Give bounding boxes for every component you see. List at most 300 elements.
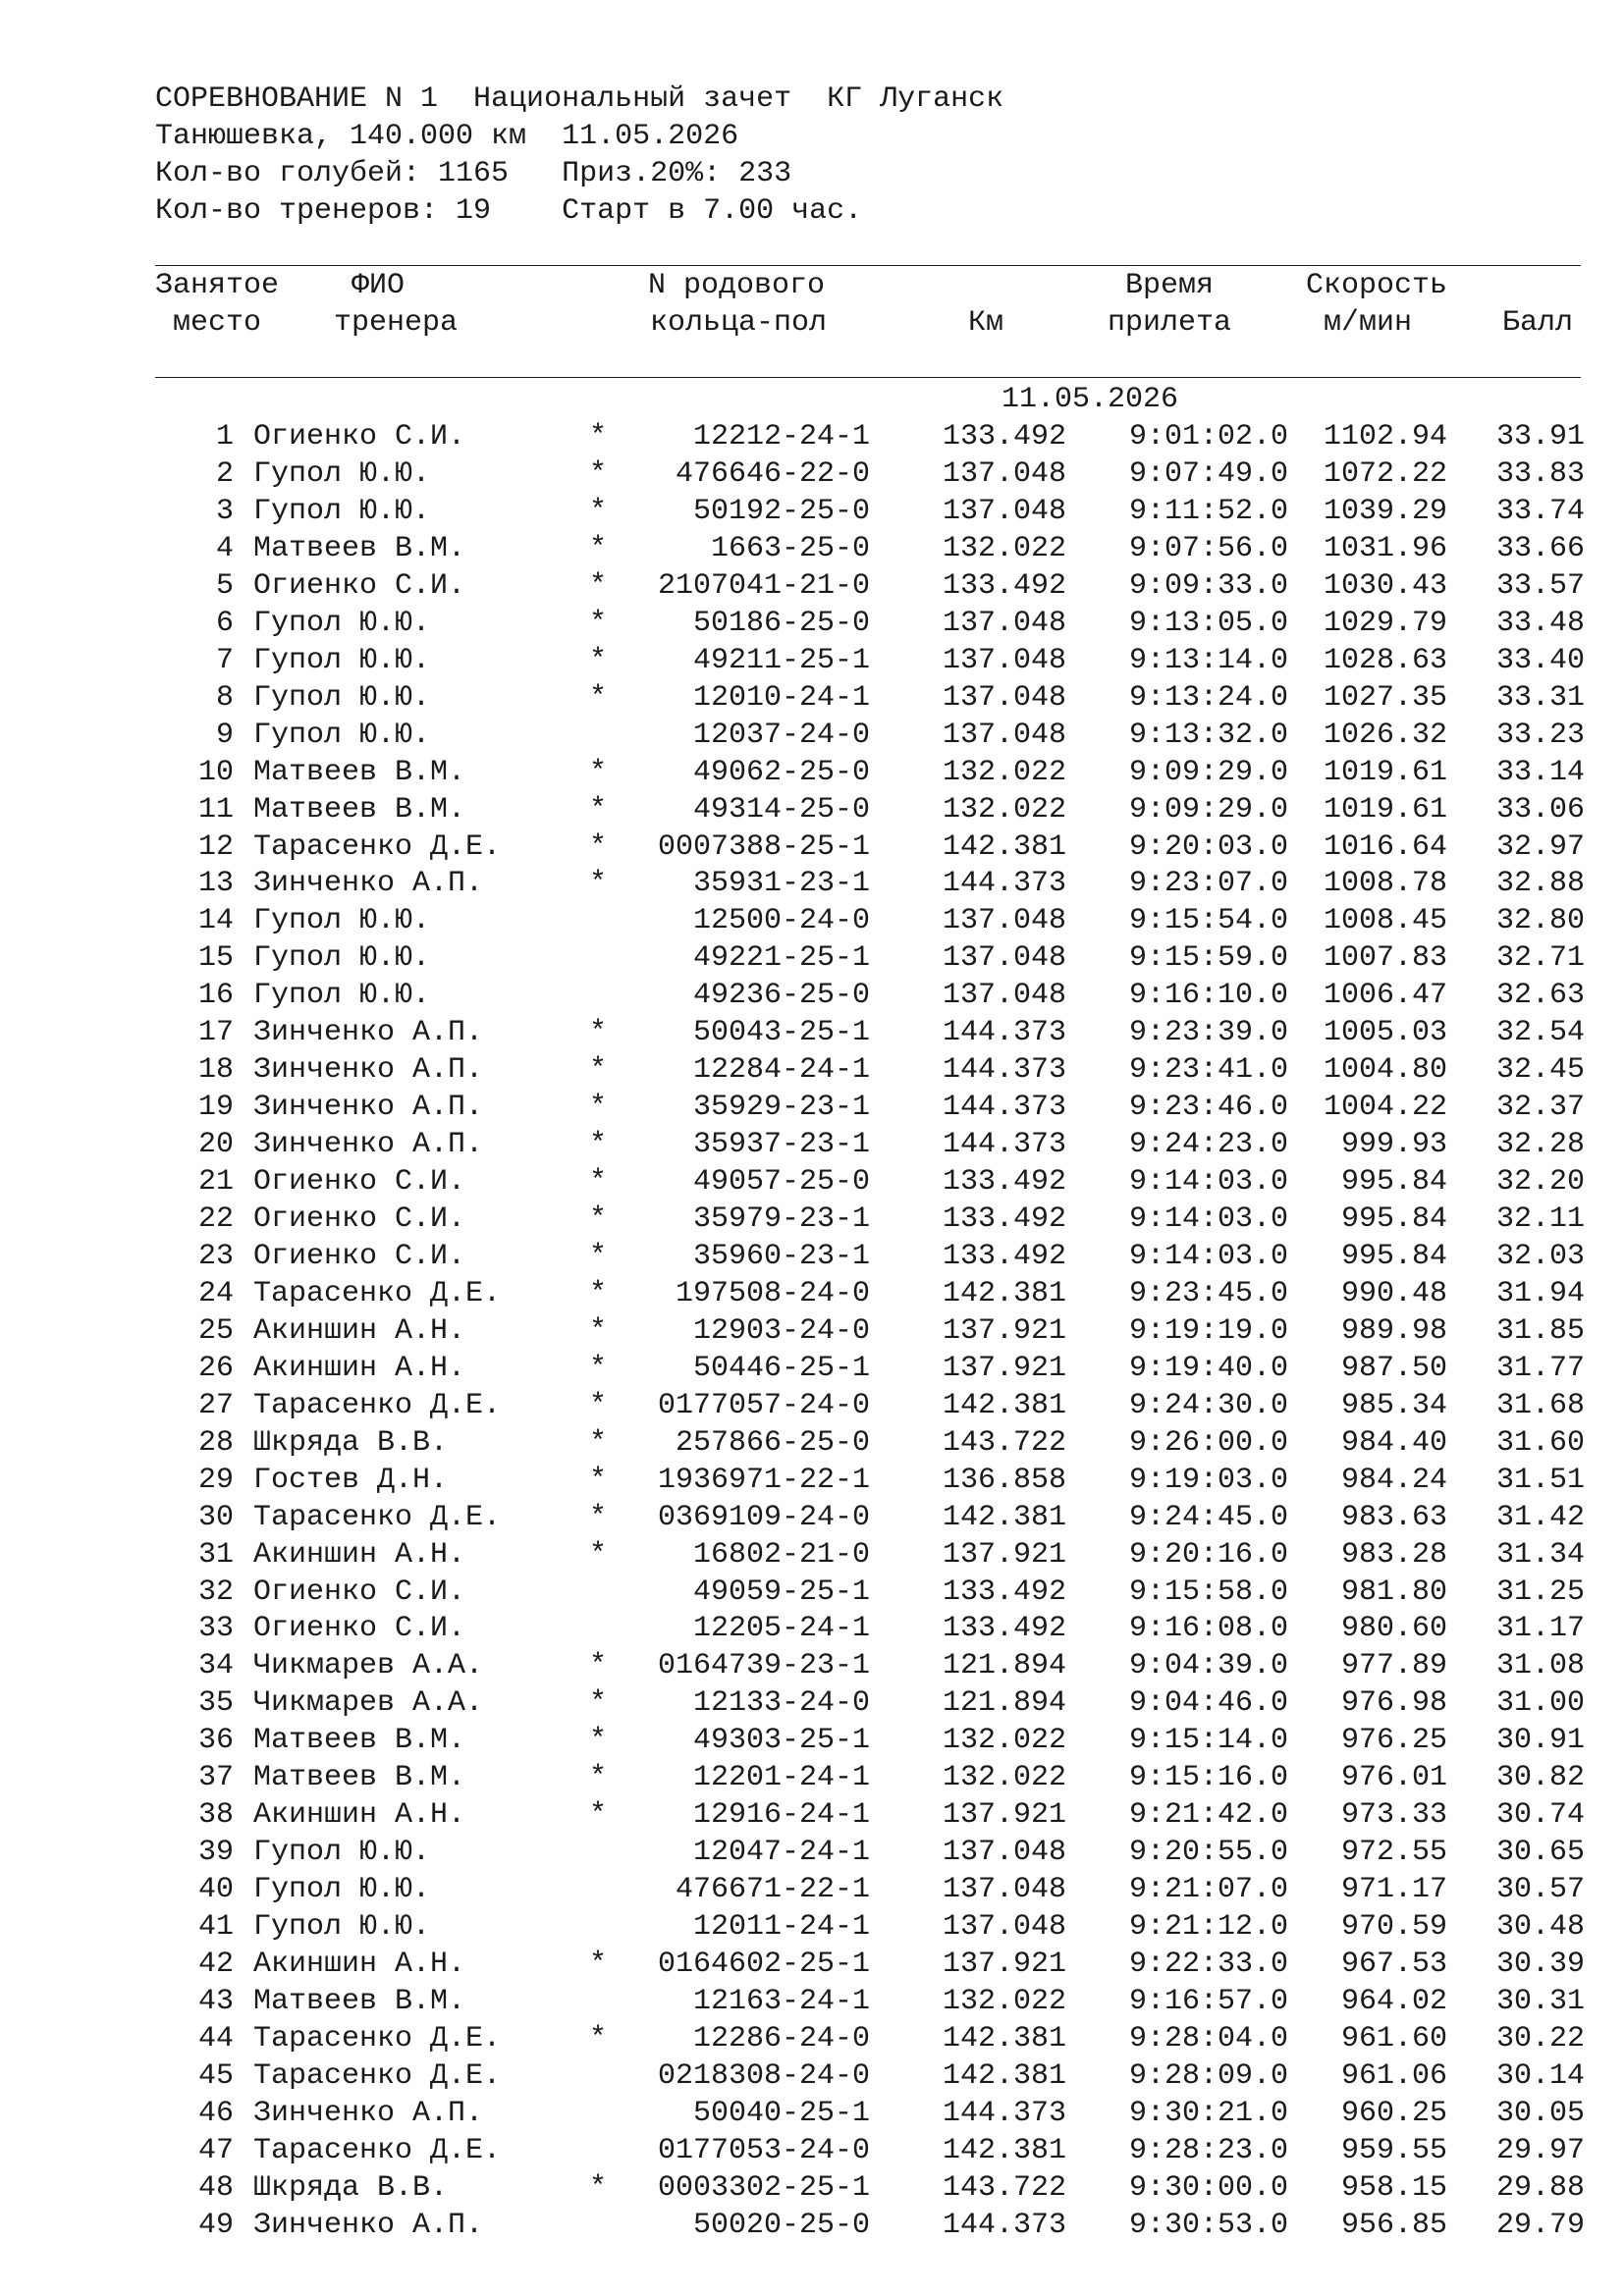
distance-cell: 144.373	[942, 1016, 1066, 1050]
speed-cell: 973.33	[1340, 1798, 1447, 1833]
speed-cell: 976.98	[1340, 1686, 1447, 1721]
speed-cell: 1019.61	[1323, 792, 1447, 827]
flag-star-cell: *	[589, 1798, 608, 1833]
speed-cell: 984.24	[1340, 1463, 1447, 1497]
ring-number-cell: 16802-21-0	[692, 1537, 870, 1572]
flag-star-cell: *	[589, 1724, 608, 1758]
flag-star-cell: *	[589, 1761, 608, 1795]
score-cell: 30.14	[1495, 2058, 1585, 2093]
score-cell: 32.28	[1495, 1128, 1585, 1162]
place-cell: 4	[215, 531, 234, 565]
trainer-name-cell: Гупол Ю.Ю.	[253, 606, 431, 640]
ring-number-cell: 12212-24-1	[692, 420, 870, 454]
speed-cell: 972.55	[1340, 1836, 1447, 1870]
place-cell: 24	[197, 1276, 234, 1310]
trainer-name-cell: Зинченко А.П.	[253, 1091, 484, 1125]
trainer-name-cell: Тарасенко Д.Е.	[253, 1500, 502, 1534]
place-cell: 9	[215, 718, 234, 752]
distance-cell: 143.722	[942, 1425, 1066, 1460]
place-cell: 12	[197, 829, 234, 864]
arrival-time-cell: 9:24:30.0	[1128, 1388, 1288, 1422]
col-header-ring-sub: кольца-пол	[650, 306, 828, 340]
score-cell: 33.83	[1495, 456, 1585, 491]
flag-star-cell: *	[589, 1500, 608, 1534]
score-cell: 31.94	[1495, 1276, 1585, 1310]
score-cell: 30.82	[1495, 1761, 1585, 1795]
place-cell: 6	[215, 606, 234, 640]
speed-cell: 989.98	[1340, 1313, 1447, 1348]
arrival-time-cell: 9:09:33.0	[1128, 568, 1288, 603]
distance-cell: 132.022	[942, 1761, 1066, 1795]
speed-cell: 1004.22	[1323, 1091, 1447, 1125]
place-cell: 22	[197, 1202, 234, 1236]
ring-number-cell: 476646-22-0	[675, 456, 870, 491]
score-cell: 33.06	[1495, 792, 1585, 827]
score-cell: 31.77	[1495, 1351, 1585, 1385]
score-cell: 31.34	[1495, 1537, 1585, 1572]
speed-cell: 977.89	[1340, 1649, 1447, 1683]
speed-cell: 959.55	[1340, 2133, 1447, 2167]
score-cell: 30.48	[1495, 1910, 1585, 1944]
speed-cell: 1019.61	[1323, 755, 1447, 789]
speed-cell: 1102.94	[1323, 420, 1447, 454]
date-row: 11.05.2026	[1001, 383, 1179, 416]
arrival-time-cell: 9:14:03.0	[1128, 1239, 1288, 1273]
distance-cell: 137.921	[942, 1313, 1066, 1348]
trainer-name-cell: Матвеев В.М.	[253, 792, 466, 827]
trainer-name-cell: Шкряда В.В.	[253, 2170, 449, 2205]
trainer-name-cell: Гупол Ю.Ю.	[253, 1873, 431, 1907]
flag-star-cell: *	[589, 531, 608, 565]
trainer-name-cell: Гупол Ю.Ю.	[253, 456, 431, 491]
score-cell: 32.71	[1495, 941, 1585, 976]
trainer-name-cell: Тарасенко Д.Е.	[253, 1276, 502, 1310]
distance-cell: 144.373	[942, 2208, 1066, 2242]
trainer-name-cell: Акиншин А.Н.	[253, 1948, 466, 1981]
arrival-time-cell: 9:14:03.0	[1128, 1202, 1288, 1236]
place-cell: 40	[197, 1873, 234, 1907]
ring-number-cell: 0003302-25-1	[657, 2170, 870, 2205]
distance-cell: 121.894	[942, 1686, 1066, 1721]
col-header-speed-sub: м/мин	[1324, 306, 1413, 340]
speed-cell: 1016.64	[1323, 829, 1447, 864]
distance-cell: 137.048	[942, 979, 1066, 1013]
col-header-place: Занятое	[155, 269, 280, 302]
place-cell: 34	[197, 1649, 234, 1683]
place-cell: 42	[197, 1948, 234, 1981]
distance-cell: 133.492	[942, 1202, 1066, 1236]
header-line-trainers: Кол-во тренеров: 19 Старт в 7.00 час.	[155, 194, 863, 228]
ring-number-cell: 12037-24-0	[692, 718, 870, 752]
arrival-time-cell: 9:23:46.0	[1128, 1091, 1288, 1125]
score-cell: 32.54	[1495, 1016, 1585, 1050]
distance-cell: 144.373	[942, 2096, 1066, 2130]
ring-number-cell: 12133-24-0	[692, 1686, 870, 1721]
col-header-name-sub: тренера	[334, 306, 459, 340]
distance-cell: 144.373	[942, 1128, 1066, 1162]
ring-number-cell: 35931-23-1	[692, 867, 870, 901]
distance-cell: 144.373	[942, 867, 1066, 901]
flag-star-cell: *	[589, 1239, 608, 1273]
flag-star-cell: *	[589, 1202, 608, 1236]
trainer-name-cell: Огиенко С.И.	[253, 420, 466, 454]
arrival-time-cell: 9:11:52.0	[1128, 494, 1288, 528]
score-cell: 31.17	[1495, 1612, 1585, 1646]
top-rule	[155, 265, 1581, 266]
arrival-time-cell: 9:15:59.0	[1128, 941, 1288, 976]
distance-cell: 142.381	[942, 1276, 1066, 1310]
trainer-name-cell: Гупол Ю.Ю.	[253, 941, 431, 976]
flag-star-cell: *	[589, 1276, 608, 1310]
flag-star-cell: *	[589, 1686, 608, 1721]
arrival-time-cell: 9:30:21.0	[1128, 2096, 1288, 2130]
score-cell: 29.79	[1495, 2208, 1585, 2242]
ring-number-cell: 12201-24-1	[692, 1761, 870, 1795]
score-cell: 31.42	[1495, 1500, 1585, 1534]
place-cell: 47	[197, 2133, 234, 2167]
place-cell: 29	[197, 1463, 234, 1497]
distance-cell: 137.048	[942, 1873, 1066, 1907]
place-cell: 32	[197, 1575, 234, 1609]
ring-number-cell: 35979-23-1	[692, 1202, 870, 1236]
flag-star-cell: *	[589, 1165, 608, 1199]
distance-cell: 137.048	[942, 680, 1066, 715]
arrival-time-cell: 9:28:04.0	[1128, 2021, 1288, 2056]
score-cell: 33.74	[1495, 494, 1585, 528]
trainer-name-cell: Гупол Ю.Ю.	[253, 1836, 431, 1870]
flag-star-cell: *	[589, 2021, 608, 2056]
trainer-name-cell: Матвеев В.М.	[253, 1724, 466, 1758]
arrival-time-cell: 9:04:46.0	[1128, 1686, 1288, 1721]
trainer-name-cell: Зинченко А.П.	[253, 1128, 484, 1162]
place-cell: 36	[197, 1724, 234, 1758]
header-line-competition: СОРЕВНОВАНИЕ N 1 Национальный зачет КГ Луганск	[155, 82, 1004, 116]
col-header-ring: N родового	[648, 269, 826, 302]
trainer-name-cell: Шкряда В.В.	[253, 1425, 449, 1460]
distance-cell: 137.048	[942, 456, 1066, 491]
distance-cell: 137.048	[942, 643, 1066, 677]
trainer-name-cell: Гостев Д.Н.	[253, 1463, 449, 1497]
place-cell: 30	[197, 1500, 234, 1534]
flag-star-cell: *	[589, 420, 608, 454]
speed-cell: 1028.63	[1323, 643, 1447, 677]
flag-star-cell: *	[589, 1313, 608, 1348]
place-cell: 2	[215, 456, 234, 491]
score-cell: 32.11	[1495, 1202, 1585, 1236]
ring-number-cell: 0177053-24-0	[657, 2133, 870, 2167]
distance-cell: 142.381	[942, 2021, 1066, 2056]
place-cell: 33	[197, 1612, 234, 1646]
trainer-name-cell: Гупол Ю.Ю.	[253, 643, 431, 677]
trainer-name-cell: Гупол Ю.Ю.	[253, 1910, 431, 1944]
ring-number-cell: 257866-25-0	[675, 1425, 870, 1460]
flag-star-cell: *	[589, 680, 608, 715]
header-line-birds: Кол-во голубей: 1165 Приз.20%: 233	[155, 157, 792, 190]
place-cell: 19	[197, 1091, 234, 1125]
speed-cell: 995.84	[1340, 1239, 1447, 1273]
ring-number-cell: 49211-25-1	[692, 643, 870, 677]
trainer-name-cell: Тарасенко Д.Е.	[253, 2021, 502, 2056]
score-cell: 31.60	[1495, 1425, 1585, 1460]
distance-cell: 133.492	[942, 420, 1066, 454]
arrival-time-cell: 9:01:02.0	[1128, 420, 1288, 454]
place-cell: 25	[197, 1313, 234, 1348]
place-cell: 31	[197, 1537, 234, 1572]
flag-star-cell: *	[589, 1016, 608, 1050]
arrival-time-cell: 9:23:07.0	[1128, 867, 1288, 901]
ring-number-cell: 0164739-23-1	[657, 1649, 870, 1683]
trainer-name-cell: Огиенко С.И.	[253, 1239, 466, 1273]
place-cell: 41	[197, 1910, 234, 1944]
ring-number-cell: 0369109-24-0	[657, 1500, 870, 1534]
ring-number-cell: 0164602-25-1	[657, 1948, 870, 1981]
place-cell: 37	[197, 1761, 234, 1795]
trainer-name-cell: Матвеев В.М.	[253, 1984, 466, 2018]
trainer-name-cell: Зинченко А.П.	[253, 2208, 484, 2242]
arrival-time-cell: 9:28:09.0	[1128, 2058, 1288, 2093]
speed-cell: 1005.03	[1323, 1016, 1447, 1050]
distance-cell: 137.921	[942, 1798, 1066, 1833]
speed-cell: 981.80	[1340, 1575, 1447, 1609]
place-cell: 16	[197, 979, 234, 1013]
score-cell: 31.00	[1495, 1686, 1585, 1721]
ring-number-cell: 2107041-21-0	[657, 568, 870, 603]
place-cell: 8	[215, 680, 234, 715]
speed-cell: 1008.78	[1323, 867, 1447, 901]
distance-cell: 137.048	[942, 904, 1066, 938]
score-cell: 33.57	[1495, 568, 1585, 603]
arrival-time-cell: 9:09:29.0	[1128, 792, 1288, 827]
speed-cell: 1026.32	[1323, 718, 1447, 752]
trainer-name-cell: Тарасенко Д.Е.	[253, 1388, 502, 1422]
score-cell: 32.97	[1495, 829, 1585, 864]
trainer-name-cell: Акиншин А.Н.	[253, 1798, 466, 1833]
trainer-name-cell: Огиенко С.И.	[253, 1612, 466, 1646]
ring-number-cell: 1663-25-0	[710, 531, 870, 565]
flag-star-cell: *	[589, 606, 608, 640]
speed-cell: 976.01	[1340, 1761, 1447, 1795]
ring-number-cell: 12047-24-1	[692, 1836, 870, 1870]
ring-number-cell: 12284-24-1	[692, 1053, 870, 1088]
distance-cell: 137.921	[942, 1351, 1066, 1385]
arrival-time-cell: 9:13:05.0	[1128, 606, 1288, 640]
arrival-time-cell: 9:09:29.0	[1128, 755, 1288, 789]
header-rule	[155, 377, 1581, 378]
speed-cell: 983.63	[1340, 1500, 1447, 1534]
score-cell: 33.48	[1495, 606, 1585, 640]
distance-cell: 136.858	[942, 1463, 1066, 1497]
ring-number-cell: 49057-25-0	[692, 1165, 870, 1199]
ring-number-cell: 50040-25-1	[692, 2096, 870, 2130]
score-cell: 32.88	[1495, 867, 1585, 901]
ring-number-cell: 35929-23-1	[692, 1091, 870, 1125]
speed-cell: 990.48	[1340, 1276, 1447, 1310]
arrival-time-cell: 9:13:32.0	[1128, 718, 1288, 752]
trainer-name-cell: Гупол Ю.Ю.	[253, 979, 431, 1013]
arrival-time-cell: 9:15:16.0	[1128, 1761, 1288, 1795]
trainer-name-cell: Матвеев В.М.	[253, 531, 466, 565]
place-cell: 49	[197, 2208, 234, 2242]
arrival-time-cell: 9:15:58.0	[1128, 1575, 1288, 1609]
ring-number-cell: 50192-25-0	[692, 494, 870, 528]
ring-number-cell: 12205-24-1	[692, 1612, 870, 1646]
speed-cell: 987.50	[1340, 1351, 1447, 1385]
ring-number-cell: 12500-24-0	[692, 904, 870, 938]
ring-number-cell: 49062-25-0	[692, 755, 870, 789]
trainer-name-cell: Зинченко А.П.	[253, 1053, 484, 1088]
ring-number-cell: 1936971-22-1	[657, 1463, 870, 1497]
speed-cell: 971.17	[1340, 1873, 1447, 1907]
ring-number-cell: 476671-22-1	[675, 1873, 870, 1907]
place-cell: 21	[197, 1165, 234, 1199]
distance-cell: 137.921	[942, 1537, 1066, 1572]
place-cell: 27	[197, 1388, 234, 1422]
flag-star-cell: *	[589, 1537, 608, 1572]
trainer-name-cell: Чикмарев А.А.	[253, 1686, 484, 1721]
score-cell: 29.88	[1495, 2170, 1585, 2205]
arrival-time-cell: 9:19:03.0	[1128, 1463, 1288, 1497]
distance-cell: 132.022	[942, 792, 1066, 827]
arrival-time-cell: 9:23:39.0	[1128, 1016, 1288, 1050]
place-cell: 46	[197, 2096, 234, 2130]
speed-cell: 958.15	[1340, 2170, 1447, 2205]
speed-cell: 1004.80	[1323, 1053, 1447, 1088]
place-cell: 45	[197, 2058, 234, 2093]
distance-cell: 137.048	[942, 941, 1066, 976]
arrival-time-cell: 9:16:10.0	[1128, 979, 1288, 1013]
speed-cell: 1039.29	[1323, 494, 1447, 528]
speed-cell: 995.84	[1340, 1202, 1447, 1236]
distance-cell: 121.894	[942, 1649, 1066, 1683]
trainer-name-cell: Гупол Ю.Ю.	[253, 718, 431, 752]
speed-cell: 983.28	[1340, 1537, 1447, 1572]
ring-number-cell: 35937-23-1	[692, 1128, 870, 1162]
arrival-time-cell: 9:13:14.0	[1128, 643, 1288, 677]
flag-star-cell: *	[589, 867, 608, 901]
place-cell: 20	[197, 1128, 234, 1162]
trainer-name-cell: Огиенко С.И.	[253, 1165, 466, 1199]
score-cell: 33.40	[1495, 643, 1585, 677]
arrival-time-cell: 9:15:54.0	[1128, 904, 1288, 938]
speed-cell: 999.93	[1340, 1128, 1447, 1162]
place-cell: 44	[197, 2021, 234, 2056]
arrival-time-cell: 9:20:03.0	[1128, 829, 1288, 864]
distance-cell: 142.381	[942, 1388, 1066, 1422]
arrival-time-cell: 9:19:19.0	[1128, 1313, 1288, 1348]
arrival-time-cell: 9:21:12.0	[1128, 1910, 1288, 1944]
place-cell: 17	[197, 1016, 234, 1050]
place-cell: 38	[197, 1798, 234, 1833]
score-cell: 31.68	[1495, 1388, 1585, 1422]
arrival-time-cell: 9:14:03.0	[1128, 1165, 1288, 1199]
arrival-time-cell: 9:21:07.0	[1128, 1873, 1288, 1907]
arrival-time-cell: 9:20:16.0	[1128, 1537, 1288, 1572]
speed-cell: 1029.79	[1323, 606, 1447, 640]
score-cell: 33.91	[1495, 420, 1585, 454]
place-cell: 10	[197, 755, 234, 789]
trainer-name-cell: Гупол Ю.Ю.	[253, 494, 431, 528]
col-header-time-sub: прилета	[1108, 306, 1232, 340]
trainer-name-cell: Зинченко А.П.	[253, 1016, 484, 1050]
score-cell: 33.14	[1495, 755, 1585, 789]
arrival-time-cell: 9:28:23.0	[1128, 2133, 1288, 2167]
ring-number-cell: 12903-24-0	[692, 1313, 870, 1348]
distance-cell: 133.492	[942, 1612, 1066, 1646]
speed-cell: 1031.96	[1323, 531, 1447, 565]
speed-cell: 956.85	[1340, 2208, 1447, 2242]
ring-number-cell: 49221-25-1	[692, 941, 870, 976]
header-line-release: Танюшевка, 140.000 км 11.05.2026	[155, 120, 739, 153]
trainer-name-cell: Матвеев В.М.	[253, 1761, 466, 1795]
distance-cell: 137.048	[942, 606, 1066, 640]
ring-number-cell: 0007388-25-1	[657, 829, 870, 864]
distance-cell: 133.492	[942, 1575, 1066, 1609]
flag-star-cell: *	[589, 1351, 608, 1385]
score-cell: 33.23	[1495, 718, 1585, 752]
distance-cell: 137.048	[942, 494, 1066, 528]
arrival-time-cell: 9:07:56.0	[1128, 531, 1288, 565]
col-header-place-sub: место	[173, 306, 262, 340]
trainer-name-cell: Акиншин А.Н.	[253, 1351, 466, 1385]
arrival-time-cell: 9:20:55.0	[1128, 1836, 1288, 1870]
trainer-name-cell: Зинченко А.П.	[253, 867, 484, 901]
arrival-time-cell: 9:30:00.0	[1128, 2170, 1288, 2205]
flag-star-cell: *	[589, 1463, 608, 1497]
trainer-name-cell: Огиенко С.И.	[253, 1202, 466, 1236]
place-cell: 39	[197, 1836, 234, 1870]
flag-star-cell: *	[589, 494, 608, 528]
flag-star-cell: *	[589, 643, 608, 677]
place-cell: 48	[197, 2170, 234, 2205]
arrival-time-cell: 9:26:00.0	[1128, 1425, 1288, 1460]
arrival-time-cell: 9:16:57.0	[1128, 1984, 1288, 2018]
speed-cell: 967.53	[1340, 1948, 1447, 1981]
score-cell: 33.66	[1495, 531, 1585, 565]
distance-cell: 144.373	[942, 1091, 1066, 1125]
ring-number-cell: 49059-25-1	[692, 1575, 870, 1609]
distance-cell: 133.492	[942, 568, 1066, 603]
place-cell: 28	[197, 1425, 234, 1460]
speed-cell: 980.60	[1340, 1612, 1447, 1646]
col-header-name: ФИО	[352, 269, 406, 302]
ring-number-cell: 50446-25-1	[692, 1351, 870, 1385]
distance-cell: 132.022	[942, 1984, 1066, 2018]
place-cell: 5	[215, 568, 234, 603]
speed-cell: 976.25	[1340, 1724, 1447, 1758]
speed-cell: 1008.45	[1323, 904, 1447, 938]
flag-star-cell: *	[589, 755, 608, 789]
distance-cell: 132.022	[942, 531, 1066, 565]
place-cell: 23	[197, 1239, 234, 1273]
flag-star-cell: *	[589, 1128, 608, 1162]
arrival-time-cell: 9:15:14.0	[1128, 1724, 1288, 1758]
speed-cell: 1007.83	[1323, 941, 1447, 976]
place-cell: 15	[197, 941, 234, 976]
place-cell: 35	[197, 1686, 234, 1721]
distance-cell: 144.373	[942, 1053, 1066, 1088]
score-cell: 31.08	[1495, 1649, 1585, 1683]
flag-star-cell: *	[589, 792, 608, 827]
distance-cell: 142.381	[942, 2058, 1066, 2093]
distance-cell: 142.381	[942, 2133, 1066, 2167]
distance-cell: 137.921	[942, 1948, 1066, 1981]
speed-cell: 984.40	[1340, 1425, 1447, 1460]
score-cell: 33.31	[1495, 680, 1585, 715]
distance-cell: 132.022	[942, 755, 1066, 789]
flag-star-cell: *	[589, 1053, 608, 1088]
ring-number-cell: 49236-25-0	[692, 979, 870, 1013]
ring-number-cell: 49314-25-0	[692, 792, 870, 827]
